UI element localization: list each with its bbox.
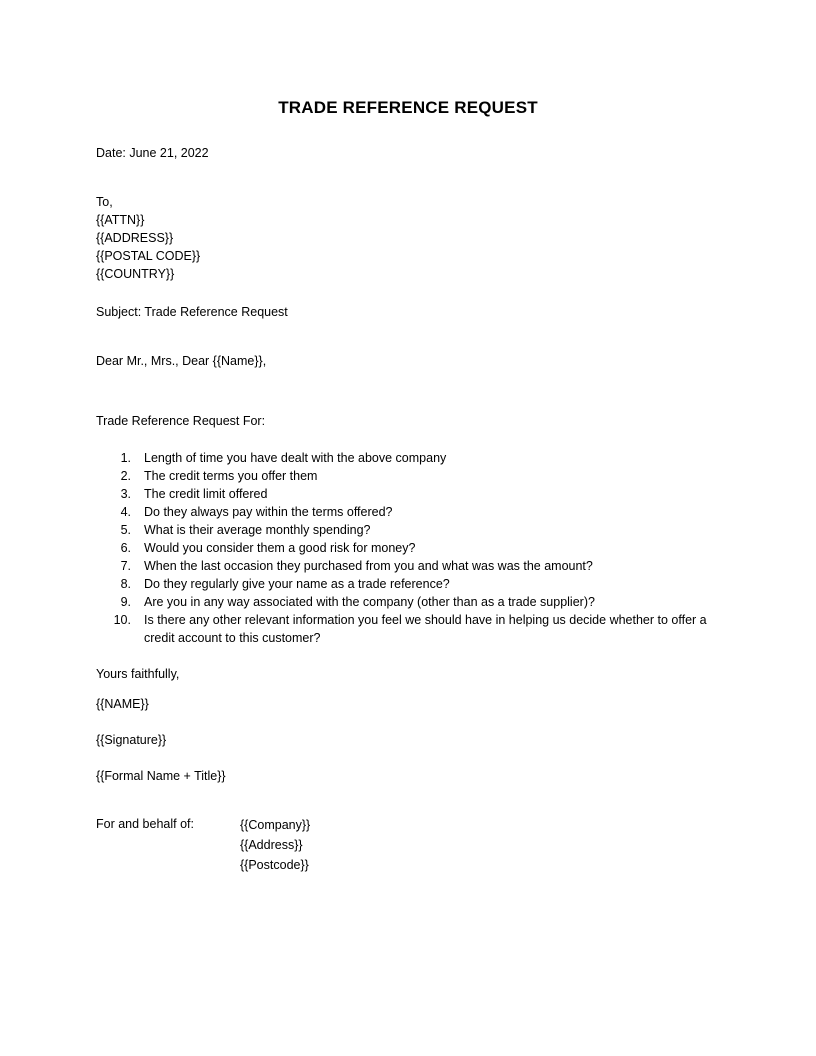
list-item bbox=[96, 593, 736, 611]
list-number: 2. bbox=[120, 469, 131, 483]
recipient-address: {{ADDRESS}} bbox=[96, 231, 174, 245]
behalf-details bbox=[240, 815, 310, 875]
list-item bbox=[96, 575, 736, 593]
list-number: 9. bbox=[120, 595, 131, 609]
list-text: Length of time you have dealt with the above company bbox=[144, 451, 447, 465]
question-list bbox=[96, 449, 736, 647]
behalf-address: {{Address}} bbox=[240, 838, 303, 852]
list-item bbox=[96, 539, 736, 557]
salutation: Dear Mr., Mrs., Dear {{Name}}, bbox=[96, 354, 267, 368]
list-text: What is their average monthly spending? bbox=[144, 523, 371, 537]
list-text: Are you in any way associated with the company (other than as a trade supplier)? bbox=[144, 595, 595, 609]
closing-line: Yours faithfully, bbox=[96, 667, 180, 681]
list-item bbox=[96, 503, 736, 521]
list-item bbox=[96, 521, 736, 539]
behalf-company: {{Company}} bbox=[240, 818, 311, 832]
list-item bbox=[96, 485, 736, 503]
signature-placeholder: {{Signature}} bbox=[96, 733, 167, 747]
sender-name: {{NAME}} bbox=[96, 697, 149, 711]
list-item bbox=[96, 467, 736, 485]
subject-line: Subject: Trade Reference Request bbox=[96, 305, 288, 319]
list-number: 4. bbox=[120, 505, 131, 519]
list-text: The credit limit offered bbox=[144, 487, 268, 501]
list-text: Do they regularly give your name as a trade reference? bbox=[144, 577, 450, 591]
list-item bbox=[96, 611, 736, 647]
list-text: Is there any other relevant information you feel we should have in helping us decide whether to offer a credit account to this customer? bbox=[144, 613, 707, 645]
list-number: 3. bbox=[120, 487, 131, 501]
recipient-postal-code: {{POSTAL CODE}} bbox=[96, 249, 201, 263]
formal-name-title: {{Formal Name + Title}} bbox=[96, 769, 226, 783]
list-item bbox=[96, 557, 736, 575]
list-text: When the last occasion they purchased from you and what was was the amount? bbox=[144, 559, 593, 573]
document-title: TRADE REFERENCE REQUEST bbox=[278, 98, 538, 117]
list-number: 5. bbox=[120, 523, 131, 537]
list-number: 1. bbox=[120, 451, 131, 465]
list-number: 8. bbox=[120, 577, 131, 591]
date-line: Date: June 21, 2022 bbox=[96, 146, 209, 160]
list-text: Do they always pay within the terms offered? bbox=[144, 505, 393, 519]
list-text: The credit terms you offer them bbox=[144, 469, 318, 483]
intro-line: Trade Reference Request For: bbox=[96, 414, 266, 428]
behalf-postcode: {{Postcode}} bbox=[240, 858, 309, 872]
list-text: Would you consider them a good risk for money? bbox=[144, 541, 416, 555]
recipient-country: {{COUNTRY}} bbox=[96, 267, 175, 281]
list-number: 10. bbox=[113, 613, 131, 627]
recipient-to: To, bbox=[96, 195, 113, 209]
behalf-label: For and behalf of: bbox=[96, 817, 194, 831]
list-item bbox=[96, 449, 736, 467]
list-number: 6. bbox=[120, 541, 131, 555]
recipient-attn: {{ATTN}} bbox=[96, 213, 145, 227]
list-number: 7. bbox=[120, 559, 131, 573]
